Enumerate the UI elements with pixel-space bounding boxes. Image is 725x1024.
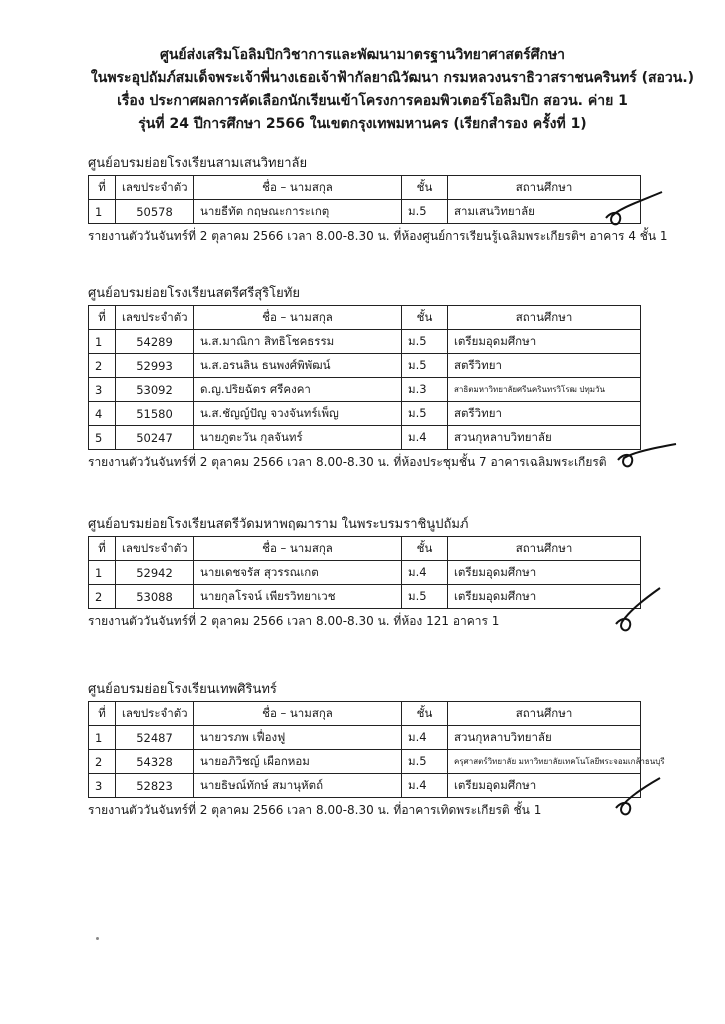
section-title: ศูนย์อบรมย่อยโรงเรียนสามเสนวิทยาลัย bbox=[88, 156, 308, 171]
header-line-2: ในพระอุปถัมภ์สมเด็จพระเจ้าพี่นางเธอเจ้าฟ้ากัลยาณิวัฒนา กรมหลวงนราธิวาสราชนครินทร์ (สอวน.) bbox=[90, 70, 695, 86]
table-row bbox=[89, 750, 641, 774]
row-id: 51580 bbox=[116, 402, 194, 426]
col-name-header: ชื่อ – นามสกุล bbox=[194, 176, 402, 200]
col-school-header: สถานศึกษา bbox=[448, 702, 641, 726]
handwritten-check-mark bbox=[598, 188, 668, 238]
section-satriwatmahaphruettharam bbox=[88, 517, 648, 629]
table-row bbox=[89, 402, 641, 426]
table-header-row bbox=[89, 702, 641, 726]
student-table bbox=[88, 305, 641, 450]
row-school: เตรียมอุดมศึกษา bbox=[448, 330, 641, 354]
row-id: 54289 bbox=[116, 330, 194, 354]
table-row bbox=[89, 354, 641, 378]
row-name: น.ส.ชัญญ์ปัญ จวงจันทร์เพ็ญ bbox=[194, 402, 402, 426]
student-table bbox=[88, 536, 641, 609]
student-table bbox=[88, 175, 641, 224]
row-school: เตรียมอุดมศึกษา bbox=[448, 774, 641, 798]
row-school: สวนกุหลาบวิทยาลัย bbox=[448, 426, 641, 450]
row-grade: ม.4 bbox=[402, 561, 448, 585]
section-samsen bbox=[88, 156, 668, 244]
section-title: ศูนย์อบรมย่อยโรงเรียนเทพศิรินทร์ bbox=[88, 682, 277, 697]
row-id: 52993 bbox=[116, 354, 194, 378]
row-id: 53088 bbox=[116, 585, 194, 609]
row-name: นายธิษณ์ทักษ์ สมานุหัตถ์ bbox=[194, 774, 402, 798]
row-name: นายอภิวิชญ์ เผือกหอม bbox=[194, 750, 402, 774]
row-no: 3 bbox=[89, 378, 116, 402]
table-header-row bbox=[89, 176, 641, 200]
table-row bbox=[89, 774, 641, 798]
table-row bbox=[89, 330, 641, 354]
row-name: น.ส.มาณิกา สิทธิโชคธรรม bbox=[194, 330, 402, 354]
section-title: ศูนย์อบรมย่อยโรงเรียนสตรีวัดมหาพฤฒาราม ในพระบรมราชินูปถัมภ์ bbox=[88, 517, 469, 532]
col-school-header: สถานศึกษา bbox=[448, 537, 641, 561]
row-grade: ม.5 bbox=[402, 585, 448, 609]
section-title: ศูนย์อบรมย่อยโรงเรียนสตรีศรีสุริโยทัย bbox=[88, 286, 300, 301]
student-table bbox=[88, 701, 665, 798]
row-id: 54328 bbox=[116, 750, 194, 774]
col-grade-header: ชั้น bbox=[402, 306, 448, 330]
row-no: 1 bbox=[89, 561, 116, 585]
document-header bbox=[0, 44, 725, 136]
row-no: 4 bbox=[89, 402, 116, 426]
report-note: รายงานตัววันจันทร์ที่ 2 ตุลาคม 2566 เวลา 8.00-8.30 น. ที่อาคารเทิดพระเกียรติ ชั้น 1 bbox=[88, 803, 542, 817]
row-grade: ม.5 bbox=[402, 200, 448, 224]
row-school: เตรียมอุดมศึกษา bbox=[448, 585, 641, 609]
row-school: สวนกุหลาบวิทยาลัย bbox=[448, 726, 641, 750]
col-no-header: ที่ bbox=[89, 537, 116, 561]
row-grade: ม.4 bbox=[402, 426, 448, 450]
table-header-row bbox=[89, 306, 641, 330]
row-grade: ม.4 bbox=[402, 774, 448, 798]
row-no: 2 bbox=[89, 750, 116, 774]
row-id: 50247 bbox=[116, 426, 194, 450]
row-school: สตรีวิทยา bbox=[448, 354, 641, 378]
col-grade-header: ชั้น bbox=[402, 176, 448, 200]
row-id: 53092 bbox=[116, 378, 194, 402]
row-id: 52487 bbox=[116, 726, 194, 750]
row-school: ครุศาสตร์วิทยาลัย มหาวิทยาลัยเทคโนโลยีพระจอมเกล้าธนบุรี bbox=[448, 750, 641, 774]
row-grade: ม.5 bbox=[402, 330, 448, 354]
row-name: นายกุลโรจน์ เพียรวิทยาเวช bbox=[194, 585, 402, 609]
col-id-header: เลขประจำตัว bbox=[116, 702, 194, 726]
row-school: สามเสนวิทยาลัย bbox=[448, 200, 641, 224]
row-id: 50578 bbox=[116, 200, 194, 224]
report-note: รายงานตัววันจันทร์ที่ 2 ตุลาคม 2566 เวลา 8.00-8.30 น. ที่ห้องประชุมชั้น 7 อาคารเฉลิมพระเกียรติ bbox=[88, 455, 607, 469]
row-no: 5 bbox=[89, 426, 116, 450]
row-name: นายเดชจรัส สุวรรณเกต bbox=[194, 561, 402, 585]
row-no: 2 bbox=[89, 354, 116, 378]
col-name-header: ชื่อ – นามสกุล bbox=[194, 702, 402, 726]
section-satrisrisuriyothai bbox=[88, 286, 648, 470]
section-debsirin bbox=[88, 682, 665, 818]
row-school: เตรียมอุดมศึกษา bbox=[448, 561, 641, 585]
report-note: รายงานตัววันจันทร์ที่ 2 ตุลาคม 2566 เวลา 8.00-8.30 น. ที่ห้อง 121 อาคาร 1 bbox=[88, 614, 500, 628]
header-line-1: ศูนย์ส่งเสริมโอลิมปิกวิชาการและพัฒนามาตรฐานวิทยาศาสตร์ศึกษา bbox=[159, 47, 566, 63]
table-row bbox=[89, 726, 641, 750]
handwritten-check-mark bbox=[606, 586, 666, 636]
col-id-header: เลขประจำตัว bbox=[116, 306, 194, 330]
col-no-header: ที่ bbox=[89, 702, 116, 726]
row-no: 1 bbox=[89, 726, 116, 750]
row-name: น.ส.อรนลิน ธนพงศ์พิพัฒน์ bbox=[194, 354, 402, 378]
row-no: 1 bbox=[89, 200, 116, 224]
table-row bbox=[89, 426, 641, 450]
row-grade: ม.5 bbox=[402, 354, 448, 378]
row-grade: ม.5 bbox=[402, 750, 448, 774]
col-school-header: สถานศึกษา bbox=[448, 306, 641, 330]
row-grade: ม.5 bbox=[402, 402, 448, 426]
row-name: นายธีทัต กฤษณะการะเกตุ bbox=[194, 200, 402, 224]
col-id-header: เลขประจำตัว bbox=[116, 537, 194, 561]
header-line-4: รุ่นที่ 24 ปีการศึกษา 2566 ในเขตกรุงเทพมหานคร (เรียกสำรอง ครั้งที่ 1) bbox=[138, 116, 587, 132]
table-row bbox=[89, 378, 641, 402]
row-school: สตรีวิทยา bbox=[448, 402, 641, 426]
table-row bbox=[89, 200, 641, 224]
row-grade: ม.4 bbox=[402, 726, 448, 750]
handwritten-check-mark bbox=[610, 438, 682, 478]
col-no-header: ที่ bbox=[89, 306, 116, 330]
row-school: สาธิตมหาวิทยาลัยศรีนครินทรวิโรฒ ปทุมวัน bbox=[448, 378, 641, 402]
row-no: 2 bbox=[89, 585, 116, 609]
col-id-header: เลขประจำตัว bbox=[116, 176, 194, 200]
handwritten-check-mark bbox=[606, 776, 666, 826]
report-note: รายงานตัววันจันทร์ที่ 2 ตุลาคม 2566 เวลา 8.00-8.30 น. ที่ห้องศูนย์การเรียนรู้เฉลิมพระเกียรติฯ อาคาร 4 ชั้น 1 bbox=[88, 229, 668, 243]
col-school-header: สถานศึกษา bbox=[448, 176, 641, 200]
table-row bbox=[89, 561, 641, 585]
row-name: ด.ญ.ปริยฉัตร ศรีคงคา bbox=[194, 378, 402, 402]
row-no: 3 bbox=[89, 774, 116, 798]
row-name: นายวรภพ เฟื่องฟู bbox=[194, 726, 402, 750]
col-name-header: ชื่อ – นามสกุล bbox=[194, 306, 402, 330]
col-grade-header: ชั้น bbox=[402, 537, 448, 561]
scan-speck bbox=[96, 937, 99, 940]
col-grade-header: ชั้น bbox=[402, 702, 448, 726]
col-name-header: ชื่อ – นามสกุล bbox=[194, 537, 402, 561]
row-name: นายภูตะวัน กุลจันทร์ bbox=[194, 426, 402, 450]
row-grade: ม.3 bbox=[402, 378, 448, 402]
row-id: 52823 bbox=[116, 774, 194, 798]
row-id: 52942 bbox=[116, 561, 194, 585]
header-line-3: เรื่อง ประกาศผลการคัดเลือกนักเรียนเข้าโครงการคอมพิวเตอร์โอลิมปิก สอวน. ค่าย 1 bbox=[117, 93, 628, 109]
table-row bbox=[89, 585, 641, 609]
row-no: 1 bbox=[89, 330, 116, 354]
col-no-header: ที่ bbox=[89, 176, 116, 200]
table-header-row bbox=[89, 537, 641, 561]
